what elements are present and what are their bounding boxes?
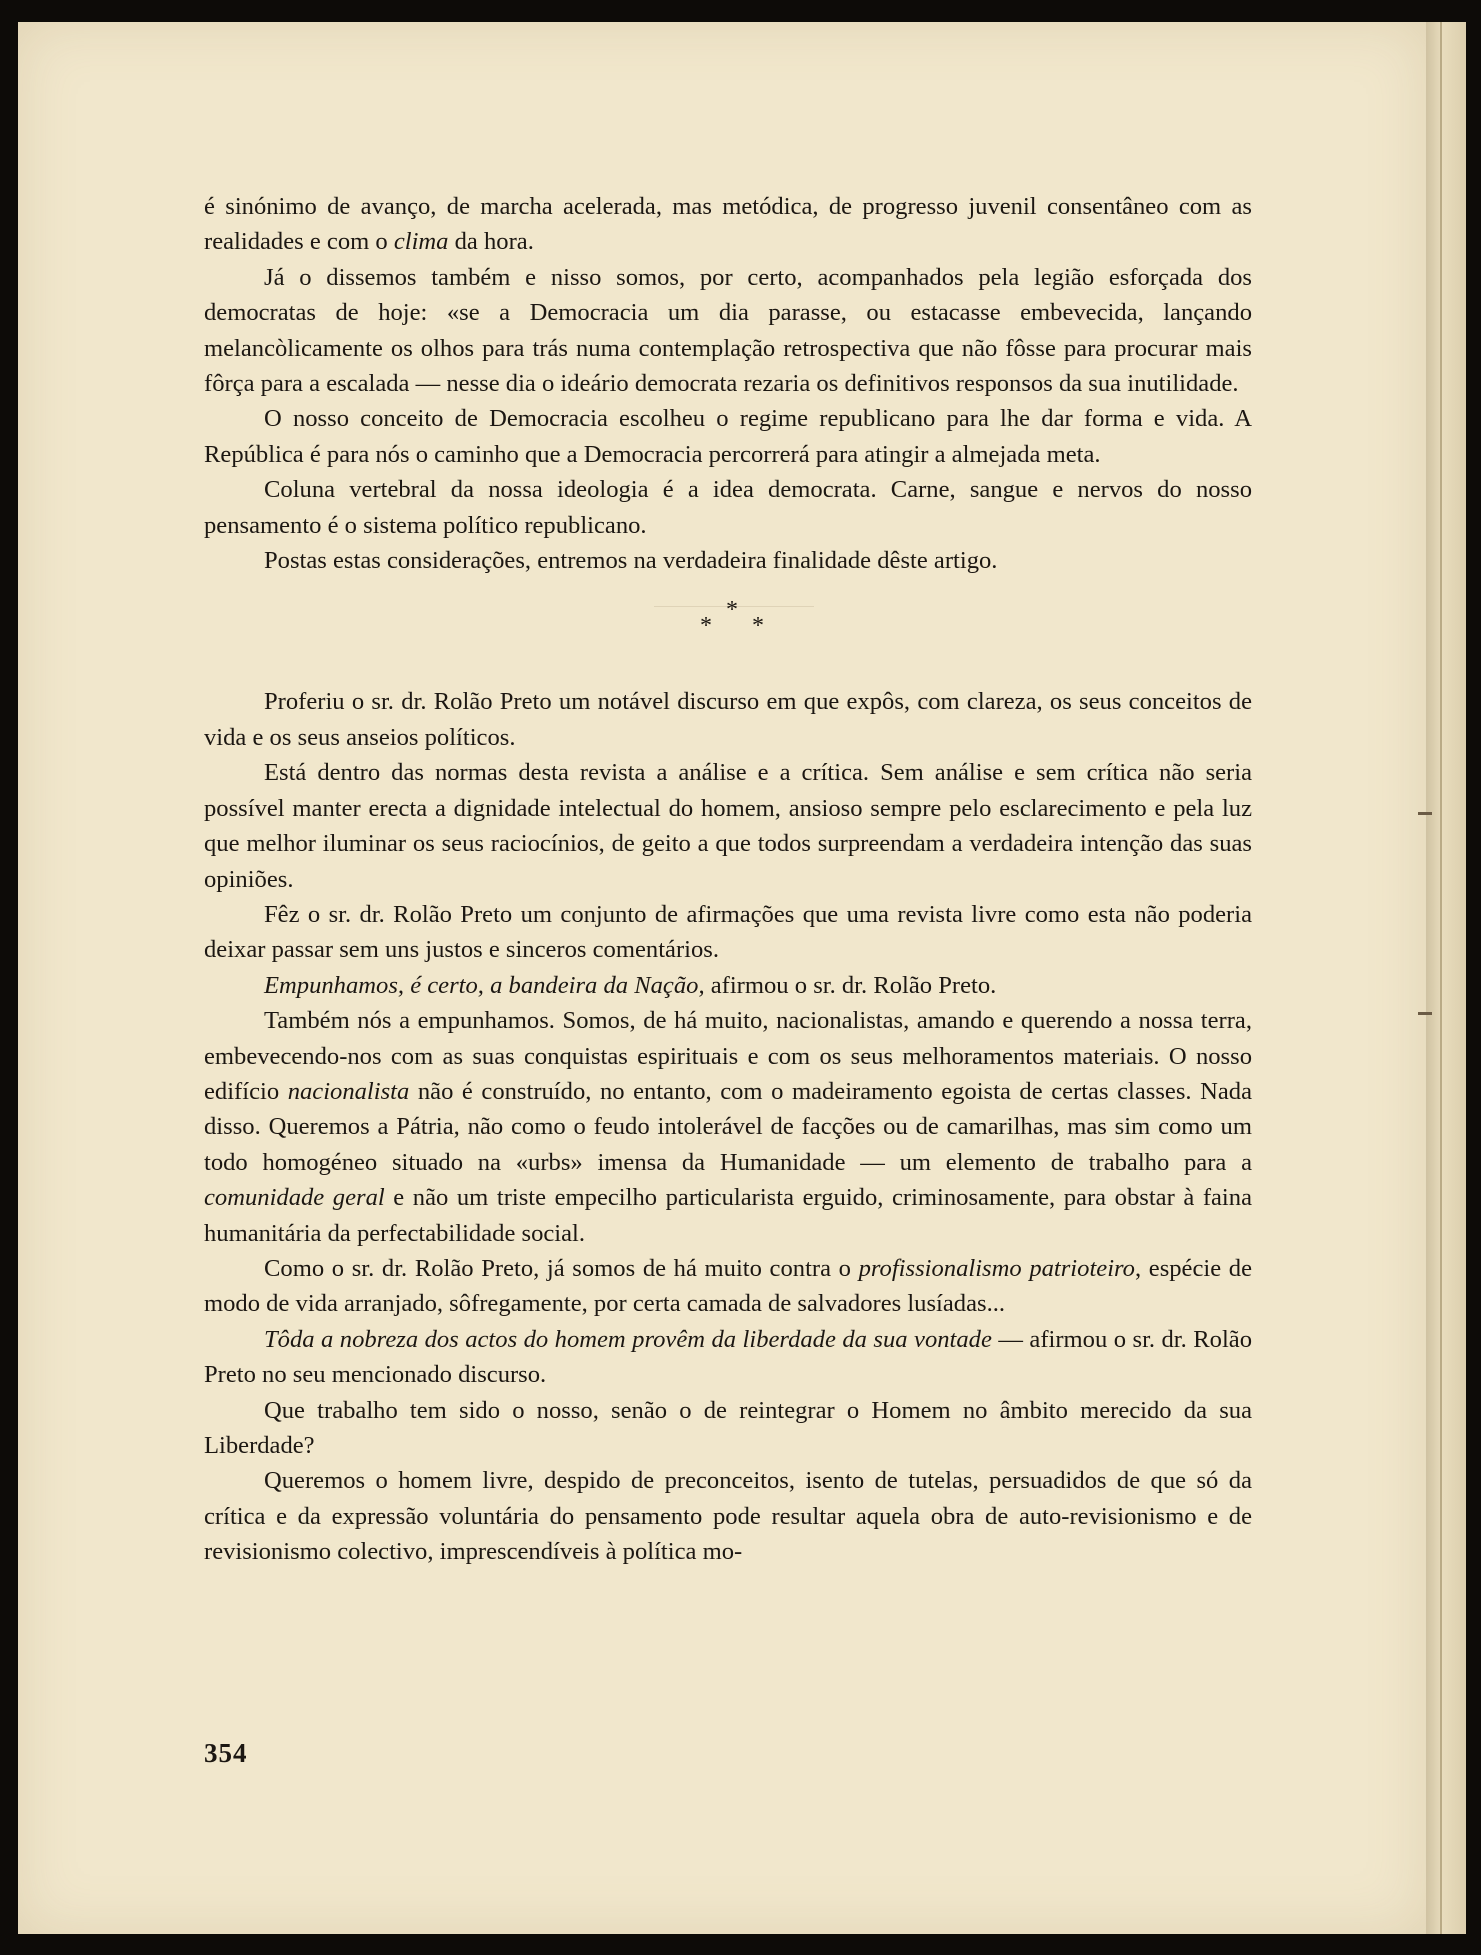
text-run: O nosso conceito de Democracia escolheu o regime republicano para lhe dar forma e vida. A República é para nós o caminho que a Democracia percorrerá para atingir a almejada meta. <box>204 405 1252 468</box>
paragraph <box>204 401 1252 472</box>
asterism-star: * <box>700 613 712 640</box>
text-run: Também nós a empunhamos. Somos, de há muito, nacionalistas, amando e querendo a nossa terra, embevecendo-nos com as suas conquistas espirituais e com os seus melhoramentos materiais. O nosso edifício <box>204 1007 1252 1105</box>
paragraph <box>204 1322 1252 1393</box>
paragraph <box>204 1393 1252 1464</box>
italic-text: clima <box>393 228 449 256</box>
margin-mark <box>1418 1012 1432 1015</box>
page-fold-line <box>1440 22 1442 1934</box>
text-run: é sinónimo de avanço, de marcha acelerada, mas metódica, de progresso juvenil consentâneo com as realidades e com o <box>204 193 1252 256</box>
margin-mark <box>1418 812 1432 815</box>
article-body <box>204 189 1252 1570</box>
asterism-star: * <box>752 613 764 640</box>
text-run: da hora. <box>448 228 534 256</box>
paragraph <box>204 968 1252 1003</box>
section-separator-asterism <box>204 578 1252 684</box>
italic-text: Tôda a nobreza dos actos do homem provêm da liberdade da sua vontade <box>264 1325 992 1353</box>
text-run: não é construído, no entanto, com o madeiramento egoista de certas classes. Nada disso. Queremos a Pátria, não como o feudo intolerável de facções ou de camarilhas, mas sim como um todo homogéneo situado na «urbs» imensa da Humanidade — um elemento de trabalho para a <box>204 1077 1252 1176</box>
paragraph <box>204 1251 1252 1322</box>
paragraph <box>204 684 1252 755</box>
paragraph <box>204 1003 1252 1251</box>
page-number: 354 <box>204 1738 248 1768</box>
asterism-star: * <box>726 597 738 624</box>
text-run: Já o dissemos também e nisso somos, por certo, acompanhados pela legião esforçada dos democratas de hoje: «se a Democracia um dia parasse, ou estacasse embevecida, lançando melancòlicamente os olhos para trás numa contemplação retrospectiva que não fôsse para procurar mais fôrça para a escalada — nesse dia o ideário democrata rezaria os definitivos responsos da sua inutilidade. <box>204 263 1252 398</box>
paragraph <box>204 260 1252 402</box>
next-page-edge <box>1426 22 1466 1934</box>
text-run: afirmou o sr. dr. Rolão Preto. <box>704 971 997 999</box>
italic-text: profissionalismo patrioteiro <box>858 1254 1135 1282</box>
italic-text: Empunhamos, é certo, a bandeira da Nação, <box>264 971 705 999</box>
text-run: Fêz o sr. dr. Rolão Preto um conjunto de afirmações que uma revista livre como esta não poderia deixar passar sem uns justos e sinceros comentários. <box>204 900 1252 964</box>
text-run: — afirmou o sr. dr. Rolão Preto no seu mencionado discurso. <box>204 1325 1253 1389</box>
paragraph <box>204 472 1252 543</box>
paragraph <box>204 189 1252 260</box>
text-run: Proferiu o sr. dr. Rolão Preto um notável discurso em que expôs, com clareza, os seus conceitos de vida e os seus anseios políticos. <box>204 688 1252 751</box>
text-run: Coluna vertebral da nossa ideologia é a idea democrata. Carne, sangue e nervos do nosso pensamento é o sistema político republicano. <box>204 476 1252 539</box>
italic-text: comunidade geral <box>204 1184 385 1212</box>
text-run: Que trabalho tem sido o nosso, senão o de reintegrar o Homem no âmbito merecido da sua Liberdade? <box>204 1396 1252 1459</box>
text-run: Postas estas considerações, entremos na verdadeira finalidade dêste artigo. <box>264 547 998 575</box>
text-run: Está dentro das normas desta revista a análise e a crítica. Sem análise e sem crítica não seria possível manter erecta a dignidade intelectual do homem, ansioso sempre pelo esclarecimento e pela luz que melhor iluminar os seus raciocínios, de geito a que todos surpreendam a verdadeira intenção das suas opiniões. <box>204 759 1252 893</box>
paragraph <box>204 755 1252 897</box>
text-run: Queremos o homem livre, despido de preconceitos, isento de tutelas, persuadidos de que só da crítica e da expressão voluntária do pensamento pode resultar aquela obra de auto-revisionismo e de revisionismo colectivo, imprescendíveis à política mo- <box>204 1467 1252 1566</box>
text-run: e não um triste empecilho particularista erguido, criminosamente, para obstar à faina humanitária da perfectabilidade social. <box>204 1184 1252 1247</box>
text-run: , espécie de modo de vida arranjado, sôfregamente, por certa camada de salvadores lusíadas... <box>204 1254 1252 1318</box>
paragraph <box>204 897 1252 968</box>
article-section-opening <box>204 189 1252 578</box>
article-section-commentary <box>204 684 1252 1569</box>
paragraph <box>204 1463 1252 1569</box>
italic-text: nacionalista <box>287 1077 410 1105</box>
paragraph <box>204 543 1252 578</box>
text-run: Como o sr. dr. Rolão Preto, já somos de há muito contra o <box>264 1254 859 1282</box>
